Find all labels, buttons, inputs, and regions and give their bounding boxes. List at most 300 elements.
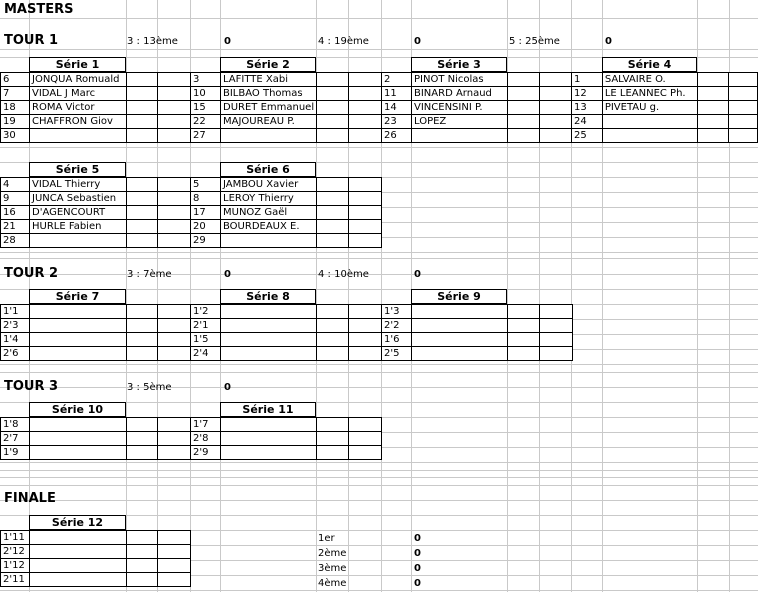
- score-cell[interactable]: [540, 101, 573, 115]
- player-name-cell[interactable]: [602, 129, 697, 143]
- player-name-cell[interactable]: VIDAL J Marc: [30, 87, 127, 101]
- table-row: [572, 101, 758, 115]
- player-name-cell[interactable]: [221, 234, 317, 248]
- table-row: [1, 234, 191, 248]
- score-cell[interactable]: [349, 333, 382, 347]
- score-cell[interactable]: [158, 333, 191, 347]
- player-name-cell[interactable]: [412, 129, 508, 143]
- player-name-cell[interactable]: BILBAO Thomas: [221, 87, 317, 101]
- seed-cell[interactable]: 2'7: [1, 432, 30, 446]
- score-cell[interactable]: [349, 115, 382, 129]
- score-cell[interactable]: [508, 347, 540, 361]
- finale-value-4[interactable]: 0: [414, 578, 421, 589]
- score-cell[interactable]: [540, 319, 573, 333]
- score-cell[interactable]: [158, 101, 191, 115]
- table-row: [382, 319, 573, 333]
- tour2-formula-2[interactable]: 4 : 10ème: [318, 269, 369, 280]
- table-row: [382, 115, 573, 129]
- player-name-cell[interactable]: [221, 446, 317, 460]
- player-name-cell[interactable]: [30, 347, 127, 361]
- seed-cell[interactable]: 1'2: [191, 305, 221, 319]
- score-cell[interactable]: [158, 573, 191, 587]
- seed-cell[interactable]: 1'8: [1, 418, 30, 432]
- player-name-cell[interactable]: [30, 234, 127, 248]
- table-row: [382, 101, 573, 115]
- score-cell[interactable]: [127, 129, 158, 143]
- player-name-cell[interactable]: LEROY Thierry: [221, 192, 317, 206]
- score-cell[interactable]: [349, 305, 382, 319]
- score-cell[interactable]: [127, 206, 158, 220]
- seed-cell[interactable]: 2'3: [1, 319, 30, 333]
- score-cell[interactable]: [127, 573, 158, 587]
- player-name-cell[interactable]: [221, 347, 317, 361]
- table-row: [1, 192, 191, 206]
- score-cell[interactable]: [158, 319, 191, 333]
- finale-value-1[interactable]: 0: [414, 533, 421, 544]
- score-cell[interactable]: [508, 333, 540, 347]
- score-cell[interactable]: [349, 347, 382, 361]
- tour2-heading: TOUR 2: [4, 266, 59, 281]
- serie-title: Série 10: [29, 402, 126, 417]
- score-cell[interactable]: [127, 305, 158, 319]
- seed-cell[interactable]: 15: [191, 101, 221, 115]
- score-cell[interactable]: [158, 418, 191, 432]
- seed-cell[interactable]: 1'3: [382, 305, 412, 319]
- table-row: [1, 573, 191, 587]
- serie-title: Série 2: [220, 57, 316, 72]
- tour1-formula-3[interactable]: 5 : 25ème: [509, 36, 560, 47]
- serie-table: [0, 530, 191, 587]
- player-name-cell[interactable]: MUNOZ Gaël: [221, 206, 317, 220]
- seed-cell[interactable]: 26: [382, 129, 412, 143]
- seed-cell[interactable]: 9: [1, 192, 30, 206]
- player-name-cell[interactable]: [30, 333, 127, 347]
- score-cell[interactable]: [127, 178, 158, 192]
- player-name-cell[interactable]: [30, 418, 127, 432]
- seed-cell[interactable]: 1'7: [191, 418, 221, 432]
- seed-cell[interactable]: 25: [572, 129, 603, 143]
- score-cell[interactable]: [158, 206, 191, 220]
- tour1-value-1[interactable]: 0: [224, 36, 231, 47]
- player-name-cell[interactable]: [412, 333, 508, 347]
- table-row: [382, 333, 573, 347]
- score-cell[interactable]: [317, 115, 349, 129]
- seed-cell[interactable]: 22: [191, 115, 221, 129]
- score-cell[interactable]: [158, 115, 191, 129]
- score-cell[interactable]: [127, 432, 158, 446]
- seed-cell[interactable]: 29: [191, 234, 221, 248]
- serie-table: [381, 304, 573, 361]
- table-row: [191, 446, 382, 460]
- score-cell[interactable]: [697, 73, 729, 87]
- table-row: [1, 545, 191, 559]
- score-cell[interactable]: [508, 129, 540, 143]
- score-cell[interactable]: [349, 446, 382, 460]
- score-cell[interactable]: [317, 418, 349, 432]
- seed-cell[interactable]: 12: [572, 87, 603, 101]
- score-cell[interactable]: [508, 101, 540, 115]
- score-cell[interactable]: [697, 129, 729, 143]
- score-cell[interactable]: [540, 115, 573, 129]
- seed-cell[interactable]: 6: [1, 73, 30, 87]
- score-cell[interactable]: [317, 178, 349, 192]
- seed-cell[interactable]: 8: [191, 192, 221, 206]
- tour3-heading: TOUR 3: [4, 379, 59, 394]
- player-name-cell[interactable]: CHAFFRON Giov: [30, 115, 127, 129]
- seed-cell[interactable]: 1'11: [1, 531, 30, 545]
- score-cell[interactable]: [127, 234, 158, 248]
- table-row: [191, 101, 382, 115]
- player-name-cell[interactable]: BOURDEAUX E.: [221, 220, 317, 234]
- score-cell[interactable]: [127, 347, 158, 361]
- seed-cell[interactable]: 5: [191, 178, 221, 192]
- score-cell[interactable]: [127, 192, 158, 206]
- score-cell[interactable]: [158, 559, 191, 573]
- score-cell[interactable]: [508, 305, 540, 319]
- table-row: [1, 531, 191, 545]
- seed-cell[interactable]: 27: [191, 129, 221, 143]
- seed-cell[interactable]: 10: [191, 87, 221, 101]
- table-row: [382, 305, 573, 319]
- serie-table: [571, 72, 758, 143]
- finale-rank-3[interactable]: 3ème: [318, 563, 347, 574]
- score-cell[interactable]: [127, 220, 158, 234]
- player-name-cell[interactable]: [30, 305, 127, 319]
- player-name-cell[interactable]: [602, 115, 697, 129]
- serie-table: [190, 304, 382, 361]
- table-row: [191, 206, 382, 220]
- finale-value-3[interactable]: 0: [414, 563, 421, 574]
- player-name-cell[interactable]: PINOT Nicolas: [412, 73, 508, 87]
- serie-title: Série 1: [29, 57, 126, 72]
- tour2-formula-1[interactable]: 3 : 7ème: [127, 269, 172, 280]
- player-name-cell[interactable]: [30, 129, 127, 143]
- masters-heading: MASTERS: [4, 2, 74, 17]
- table-row: [191, 178, 382, 192]
- player-name-cell[interactable]: [221, 129, 317, 143]
- table-row: [572, 129, 758, 143]
- score-cell[interactable]: [317, 206, 349, 220]
- player-name-cell[interactable]: [30, 319, 127, 333]
- table-row: [191, 234, 382, 248]
- score-cell[interactable]: [317, 305, 349, 319]
- serie-table: [381, 72, 573, 143]
- table-row: [382, 347, 573, 361]
- player-name-cell[interactable]: D'AGENCOURT: [30, 206, 127, 220]
- table-row: [191, 192, 382, 206]
- score-cell[interactable]: [540, 73, 573, 87]
- score-cell[interactable]: [349, 129, 382, 143]
- tour3-formula-1[interactable]: 3 : 5ème: [127, 382, 172, 393]
- score-cell[interactable]: [540, 87, 573, 101]
- table-row: [1, 432, 191, 446]
- score-cell[interactable]: [158, 220, 191, 234]
- player-name-cell[interactable]: VINCENSINI P.: [412, 101, 508, 115]
- serie-table: [190, 177, 382, 248]
- score-cell[interactable]: [349, 234, 382, 248]
- score-cell[interactable]: [349, 87, 382, 101]
- serie-table: [190, 417, 382, 460]
- tour2-value-2[interactable]: 0: [414, 269, 421, 280]
- player-name-cell[interactable]: [221, 305, 317, 319]
- seed-cell[interactable]: 2: [382, 73, 412, 87]
- finale-rank-4[interactable]: 4ème: [318, 578, 347, 589]
- score-cell[interactable]: [158, 87, 191, 101]
- seed-cell[interactable]: 23: [382, 115, 412, 129]
- score-cell[interactable]: [127, 531, 158, 545]
- score-cell[interactable]: [317, 347, 349, 361]
- seed-cell[interactable]: 13: [572, 101, 603, 115]
- score-cell[interactable]: [349, 319, 382, 333]
- score-cell[interactable]: [317, 446, 349, 460]
- player-name-cell[interactable]: [221, 418, 317, 432]
- score-cell[interactable]: [158, 446, 191, 460]
- finale-heading: FINALE: [4, 491, 56, 506]
- table-row: [1, 446, 191, 460]
- score-cell[interactable]: [127, 319, 158, 333]
- score-cell[interactable]: [540, 347, 573, 361]
- table-row: [191, 220, 382, 234]
- player-name-cell[interactable]: BINARD Arnaud: [412, 87, 508, 101]
- score-cell[interactable]: [697, 87, 729, 101]
- score-cell[interactable]: [697, 101, 729, 115]
- score-cell[interactable]: [158, 234, 191, 248]
- table-row: [1, 87, 191, 101]
- player-name-cell[interactable]: LAFITTE Xabi: [221, 73, 317, 87]
- score-cell[interactable]: [729, 101, 758, 115]
- player-name-cell[interactable]: [221, 319, 317, 333]
- player-name-cell[interactable]: [30, 531, 127, 545]
- score-cell[interactable]: [697, 115, 729, 129]
- score-cell[interactable]: [127, 115, 158, 129]
- score-cell[interactable]: [158, 347, 191, 361]
- tour1-formula-2[interactable]: 4 : 19ème: [318, 36, 369, 47]
- player-name-cell[interactable]: ROMA Victor: [30, 101, 127, 115]
- score-cell[interactable]: [349, 178, 382, 192]
- score-cell[interactable]: [127, 87, 158, 101]
- serie-table: [0, 304, 191, 361]
- score-cell[interactable]: [349, 73, 382, 87]
- serie-title: Série 7: [29, 289, 126, 304]
- tour1-formula-1[interactable]: 3 : 13ème: [127, 36, 178, 47]
- table-row: [1, 206, 191, 220]
- seed-cell[interactable]: 30: [1, 129, 30, 143]
- seed-cell[interactable]: 17: [191, 206, 221, 220]
- player-name-cell[interactable]: [30, 559, 127, 573]
- table-row: [1, 129, 191, 143]
- player-name-cell[interactable]: DURET Emmanuel: [221, 101, 317, 115]
- table-row: [382, 129, 573, 143]
- score-cell[interactable]: [127, 446, 158, 460]
- finale-rank-1[interactable]: 1er: [318, 533, 335, 544]
- player-name-cell[interactable]: LE LEANNEC Ph.: [602, 87, 697, 101]
- table-row: [1, 73, 191, 87]
- score-cell[interactable]: [127, 418, 158, 432]
- score-cell[interactable]: [158, 531, 191, 545]
- score-cell[interactable]: [349, 101, 382, 115]
- serie-title: Série 3: [411, 57, 507, 72]
- seed-cell[interactable]: 3: [191, 73, 221, 87]
- player-name-cell[interactable]: [30, 432, 127, 446]
- player-name-cell[interactable]: JAMBOU Xavier: [221, 178, 317, 192]
- score-cell[interactable]: [349, 206, 382, 220]
- table-row: [1, 347, 191, 361]
- table-row: [382, 73, 573, 87]
- table-row: [1, 101, 191, 115]
- player-name-cell[interactable]: VIDAL Thierry: [30, 178, 127, 192]
- seed-cell[interactable]: 20: [191, 220, 221, 234]
- seed-cell[interactable]: 2'12: [1, 545, 30, 559]
- score-cell[interactable]: [127, 101, 158, 115]
- tour2-value-1[interactable]: 0: [224, 269, 231, 280]
- score-cell[interactable]: [158, 305, 191, 319]
- score-cell[interactable]: [349, 220, 382, 234]
- finale-value-2[interactable]: 0: [414, 548, 421, 559]
- score-cell[interactable]: [729, 115, 758, 129]
- seed-cell[interactable]: 2'9: [191, 446, 221, 460]
- table-row: [572, 73, 758, 87]
- score-cell[interactable]: [317, 220, 349, 234]
- seed-cell[interactable]: 19: [1, 115, 30, 129]
- tour1-heading: TOUR 1: [4, 33, 59, 48]
- player-name-cell[interactable]: MAJOUREAU P.: [221, 115, 317, 129]
- table-row: [1, 115, 191, 129]
- seed-cell[interactable]: 18: [1, 101, 30, 115]
- score-cell[interactable]: [317, 319, 349, 333]
- table-row: [191, 319, 382, 333]
- seed-cell[interactable]: 1'12: [1, 559, 30, 573]
- table-row: [1, 319, 191, 333]
- seed-cell[interactable]: 24: [572, 115, 603, 129]
- score-cell[interactable]: [127, 73, 158, 87]
- score-cell[interactable]: [317, 129, 349, 143]
- seed-cell[interactable]: 11: [382, 87, 412, 101]
- table-row: [191, 333, 382, 347]
- seed-cell[interactable]: 2'11: [1, 573, 30, 587]
- score-cell[interactable]: [317, 101, 349, 115]
- seed-cell[interactable]: 14: [382, 101, 412, 115]
- serie-title: Série 8: [220, 289, 316, 304]
- tour3-value-1[interactable]: 0: [224, 382, 231, 393]
- score-cell[interactable]: [729, 73, 758, 87]
- tour1-value-2[interactable]: 0: [414, 36, 421, 47]
- score-cell[interactable]: [540, 129, 573, 143]
- table-row: [191, 87, 382, 101]
- score-cell[interactable]: [127, 545, 158, 559]
- seed-cell[interactable]: 7: [1, 87, 30, 101]
- score-cell[interactable]: [317, 192, 349, 206]
- seed-cell[interactable]: 4: [1, 178, 30, 192]
- seed-cell[interactable]: 2'1: [191, 319, 221, 333]
- score-cell[interactable]: [729, 87, 758, 101]
- score-cell[interactable]: [317, 73, 349, 87]
- player-name-cell[interactable]: [221, 432, 317, 446]
- seed-cell[interactable]: 16: [1, 206, 30, 220]
- score-cell[interactable]: [127, 333, 158, 347]
- player-name-cell[interactable]: [412, 347, 508, 361]
- player-name-cell[interactable]: JONQUA Romuald: [30, 73, 127, 87]
- serie-table: [190, 72, 382, 143]
- player-name-cell[interactable]: [30, 545, 127, 559]
- player-name-cell[interactable]: [412, 305, 508, 319]
- player-name-cell[interactable]: JUNCA Sebastien: [30, 192, 127, 206]
- seed-cell[interactable]: 1'1: [1, 305, 30, 319]
- table-row: [1, 333, 191, 347]
- serie-title: Série 6: [220, 162, 316, 177]
- seed-cell[interactable]: 21: [1, 220, 30, 234]
- player-name-cell[interactable]: [412, 319, 508, 333]
- score-cell[interactable]: [158, 432, 191, 446]
- tour1-value-3[interactable]: 0: [605, 36, 612, 47]
- table-row: [1, 418, 191, 432]
- seed-cell[interactable]: 1'5: [191, 333, 221, 347]
- score-cell[interactable]: [317, 333, 349, 347]
- table-row: [191, 418, 382, 432]
- seed-cell[interactable]: 2'8: [191, 432, 221, 446]
- table-row: [191, 305, 382, 319]
- table-row: [191, 432, 382, 446]
- seed-cell[interactable]: 1: [572, 73, 603, 87]
- score-cell[interactable]: [127, 559, 158, 573]
- score-cell[interactable]: [158, 73, 191, 87]
- player-name-cell[interactable]: [221, 333, 317, 347]
- table-row: [1, 178, 191, 192]
- score-cell[interactable]: [540, 305, 573, 319]
- score-cell[interactable]: [540, 333, 573, 347]
- score-cell[interactable]: [508, 87, 540, 101]
- serie-title: Série 5: [29, 162, 126, 177]
- score-cell[interactable]: [158, 192, 191, 206]
- table-row: [1, 220, 191, 234]
- score-cell[interactable]: [317, 432, 349, 446]
- score-cell[interactable]: [158, 545, 191, 559]
- score-cell[interactable]: [349, 192, 382, 206]
- table-row: [1, 305, 191, 319]
- player-name-cell[interactable]: PIVETAU g.: [602, 101, 697, 115]
- score-cell[interactable]: [158, 129, 191, 143]
- seed-cell[interactable]: 1'6: [382, 333, 412, 347]
- seed-cell[interactable]: 28: [1, 234, 30, 248]
- serie-title: Série 4: [602, 57, 697, 72]
- seed-cell[interactable]: 2'2: [382, 319, 412, 333]
- score-cell[interactable]: [158, 178, 191, 192]
- table-row: [572, 87, 758, 101]
- score-cell[interactable]: [317, 87, 349, 101]
- score-cell[interactable]: [349, 432, 382, 446]
- score-cell[interactable]: [317, 234, 349, 248]
- table-row: [1, 559, 191, 573]
- seed-cell[interactable]: 2'4: [191, 347, 221, 361]
- finale-rank-2[interactable]: 2ème: [318, 548, 347, 559]
- score-cell[interactable]: [508, 319, 540, 333]
- score-cell[interactable]: [349, 418, 382, 432]
- player-name-cell[interactable]: HURLE Fabien: [30, 220, 127, 234]
- seed-cell[interactable]: 1'4: [1, 333, 30, 347]
- seed-cell[interactable]: 2'6: [1, 347, 30, 361]
- seed-cell[interactable]: 2'5: [382, 347, 412, 361]
- player-name-cell[interactable]: [30, 573, 127, 587]
- score-cell[interactable]: [508, 73, 540, 87]
- serie-table: [0, 417, 191, 460]
- player-name-cell[interactable]: [30, 446, 127, 460]
- player-name-cell[interactable]: LOPEZ: [412, 115, 508, 129]
- serie-table: [0, 177, 191, 248]
- table-row: [191, 347, 382, 361]
- seed-cell[interactable]: 1'9: [1, 446, 30, 460]
- score-cell[interactable]: [729, 129, 758, 143]
- player-name-cell[interactable]: SALVAIRE O.: [602, 73, 697, 87]
- score-cell[interactable]: [508, 115, 540, 129]
